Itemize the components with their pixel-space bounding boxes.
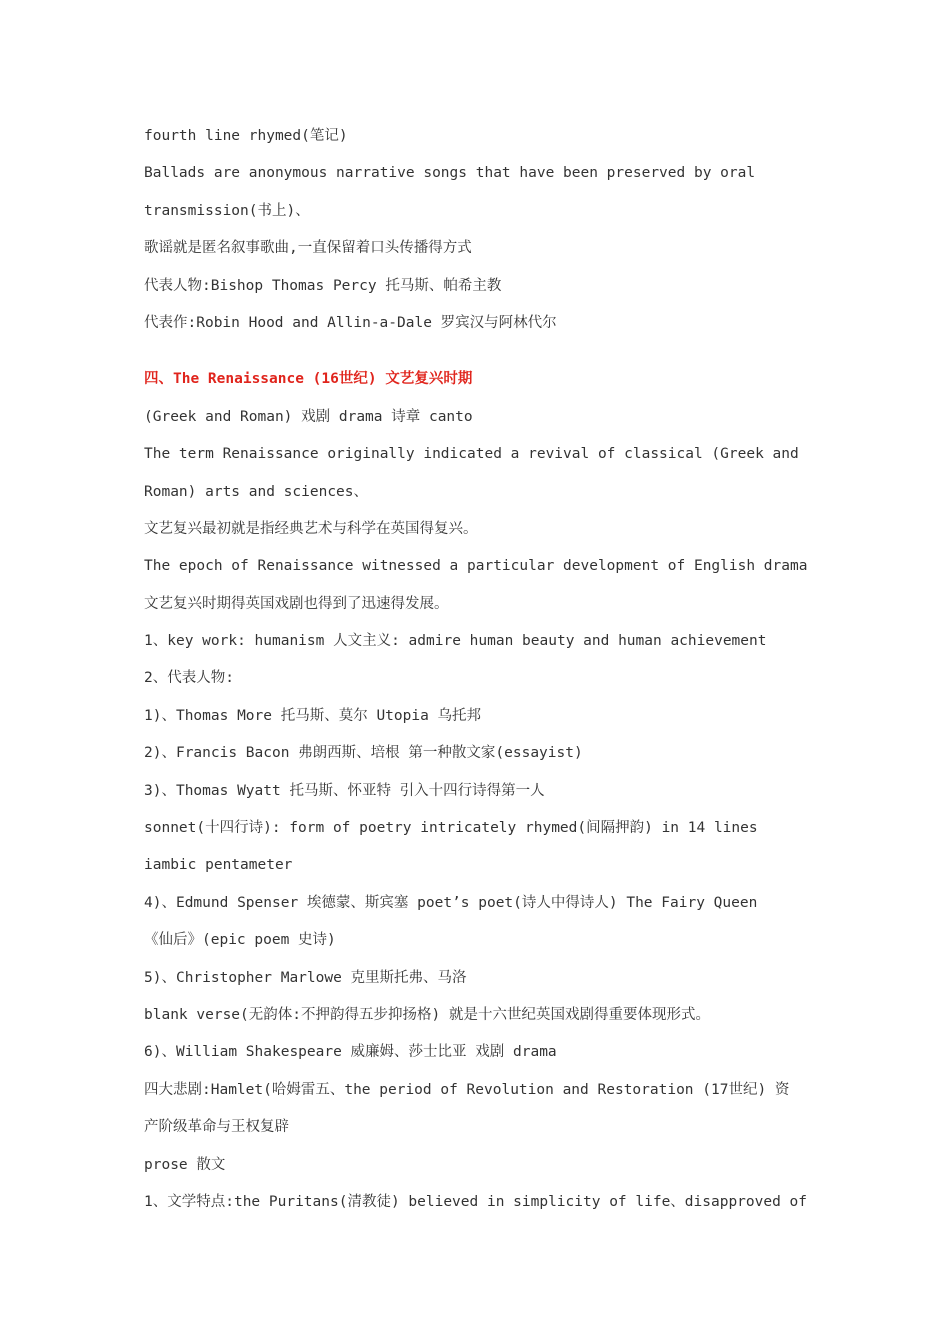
text-line: 2、代表人物: [144,670,234,687]
text-line: The epoch of Renaissance witnessed a particular development of English drama [144,558,808,575]
text-line: 文艺复兴时期得英国戏剧也得到了迅速得发展。 [144,595,449,612]
text-line: 6)、William Shakespeare 威廉姆、莎士比亚 戏剧 drama [144,1044,557,1061]
text-line: The term Renaissance originally indicated a revival of classical (Greek and [144,446,799,463]
text-line: 代表作:Robin Hood and Allin-a-Dale 罗宾汉与阿林代尔 [144,314,557,331]
text-line: 1)、Thomas More 托马斯、莫尔 Utopia 乌托邦 [144,707,482,724]
text-line: transmission(书上)、 [144,202,310,219]
text-line: Roman) arts and sciences、 [144,483,369,500]
text-line: iambic pentameter [144,857,293,874]
text-line: Ballads are anonymous narrative songs that have been preserved by oral [144,165,756,182]
text-line: (Greek and Roman) 戏剧 drama 诗章 canto [144,408,473,425]
text-line: 3)、Thomas Wyatt 托马斯、怀亚特 引入十四行诗得第一人 [144,782,545,799]
section-gap [144,342,814,361]
text-line: 代表人物:Bishop Thomas Percy 托马斯、帕希主教 [144,277,502,294]
text-line: 文艺复兴最初就是指经典艺术与科学在英国得复兴。 [144,520,478,537]
text-line: 1、文学特点:the Puritans(清教徒) believed in simplicity of life、disapproved of [144,1193,808,1210]
text-line: 1、key work: humanism 人文主义: admire human beauty and human achievement [144,633,767,650]
text-line: 《仙后》(epic poem 史诗) [144,932,336,949]
text-line: 5)、Christopher Marlowe 克里斯托弗、马洛 [144,969,467,986]
text-line: 4)、Edmund Spenser 埃德蒙、斯宾塞 poet’s poet(诗人中得诗人) The Fairy Queen [144,894,758,911]
text-line: 产阶级革命与王权复辟 [144,1119,289,1136]
text-line: 歌谣就是匿名叙事歌曲,一直保留着口头传播得方式 [144,240,472,257]
text-line: blank verse(无韵体:不押韵得五步抑扬格) 就是十六世纪英国戏剧得重要体现形式。 [144,1006,710,1023]
document-body [144,118,814,1221]
text-line: 四大悲剧:Hamlet(哈姆雷五、the period of Revolution and Restoration (17世纪) 资 [144,1081,790,1098]
section-heading: 四、The Renaissance (16世纪) 文艺复兴时期 [144,371,473,388]
text-line: fourth line rhymed(笔记) [144,128,348,144]
text-line: prose 散文 [144,1156,226,1173]
text-line: sonnet(十四行诗): form of poetry intricately rhymed(间隔押韵) in 14 lines [144,820,758,837]
text-line: 2)、Francis Bacon 弗朗西斯、培根 第一种散文家(essayist) [144,745,583,762]
